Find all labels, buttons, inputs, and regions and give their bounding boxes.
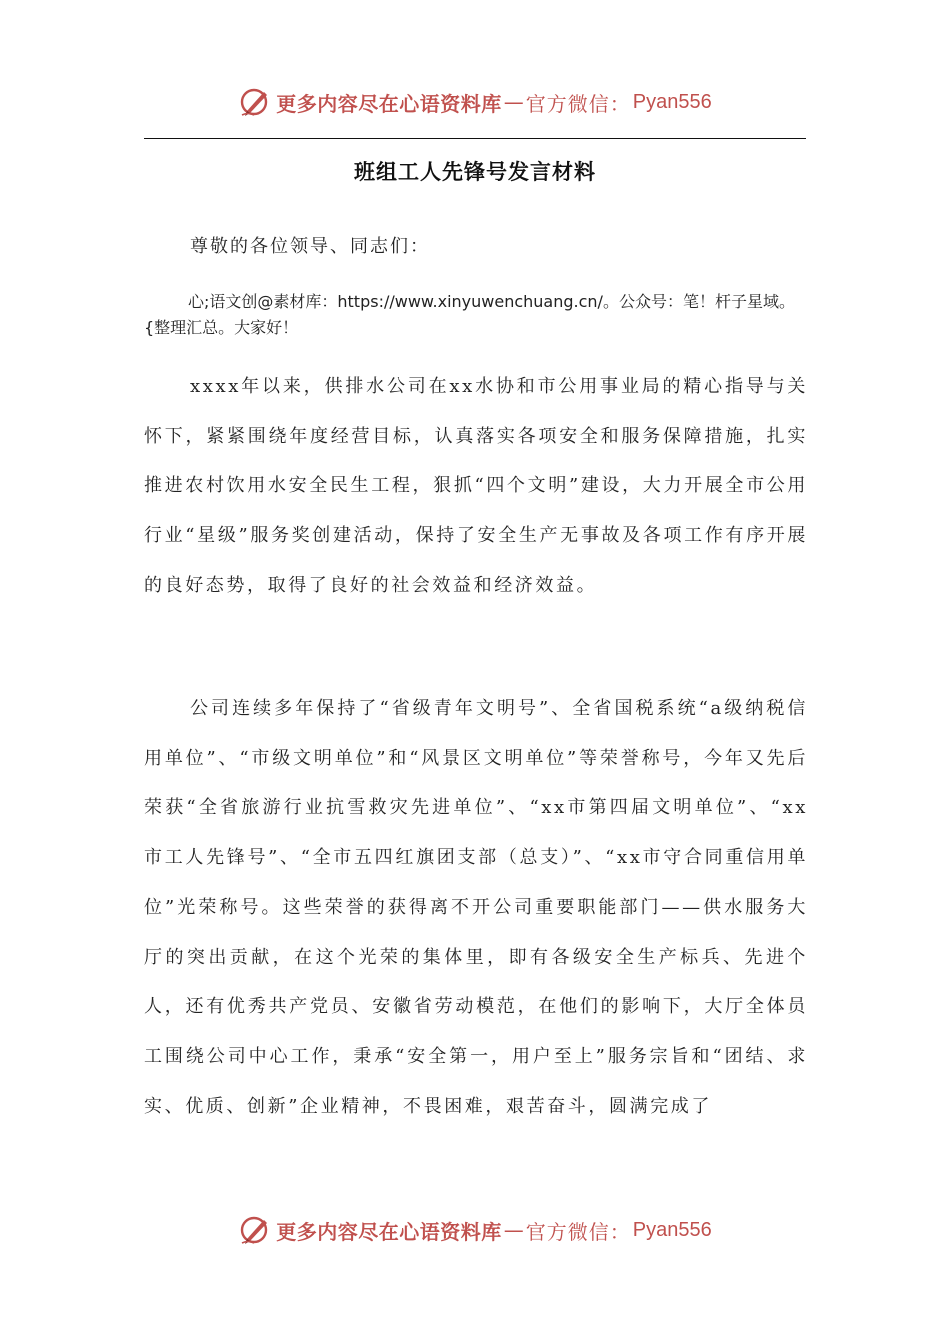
salutation: 尊敬的各位领导、同志们： xyxy=(190,236,430,257)
header-banner xyxy=(0,80,950,124)
paragraph-1: xxxx年以来，供排水公司在xx水协和市公用事业局的精心指导与关怀下，紧紧围绕年度经营目标，认真落实各项安全和服务保障措施，扎实推进农村饮用水安全民生工程，狠抓“四个文明”建设，大力开展全市公用行业“星级”服务奖创建活动，保持了安全生产无事故及各项工作有序开展的良好态势，取得了良好的社会效益和经济效益。 xyxy=(144,376,808,596)
document-title: 班组工人先锋号发言材料 xyxy=(354,160,596,184)
banner-official-label: 官方微信： xyxy=(525,1219,631,1244)
promo-line: 心;语文创@素材库：https://www.xinyuwenchuang.cn/。公众号：笔！杆子星域。{整理汇总。大家好！ xyxy=(144,292,795,337)
banner-dash: — xyxy=(503,1218,524,1242)
banner-wechat-handle: Pyan556 xyxy=(632,1218,712,1241)
banner-brand: 更多内容尽在心语资料库 xyxy=(276,1219,502,1244)
banner-official-label: 官方微信： xyxy=(525,91,631,116)
pen-logo-icon xyxy=(238,1213,272,1247)
pen-logo-icon xyxy=(238,85,272,119)
banner-brand: 更多内容尽在心语资料库 xyxy=(276,91,502,116)
paragraph-2: 公司连续多年保持了“省级青年文明号”、全省国税系统“a级纳税信用单位”、“市级文明单位”和“风景区文明单位”等荣誉称号，今年又先后荣获“全省旅游行业抗雪救灾先进单位”、“xx市第四届文明单位”、“xx市工人先锋号”、“全市五四红旗团支部（总支）”、“xx市守合同重信用单位”光荣称号。这些荣誉的获得离不开公司重要职能部门——供水服务大厅的突出贡献，在这个光荣的集体里，即有各级安全生产标兵、先进个人，还有优秀共产党员、安徽省劳动模范，在他们的影响下，大厅全体员工围绕公司中心工作，秉承“安全第一，用户至上”服务宗旨和“团结、求实、优质、创新”企业精神，不畏困难，艰苦奋斗，圆满完成了 xyxy=(144,698,808,1117)
banner-wechat-handle: Pyan556 xyxy=(632,90,712,113)
banner-dash: — xyxy=(503,90,524,114)
header-divider xyxy=(144,138,806,139)
footer-banner xyxy=(0,1208,950,1252)
